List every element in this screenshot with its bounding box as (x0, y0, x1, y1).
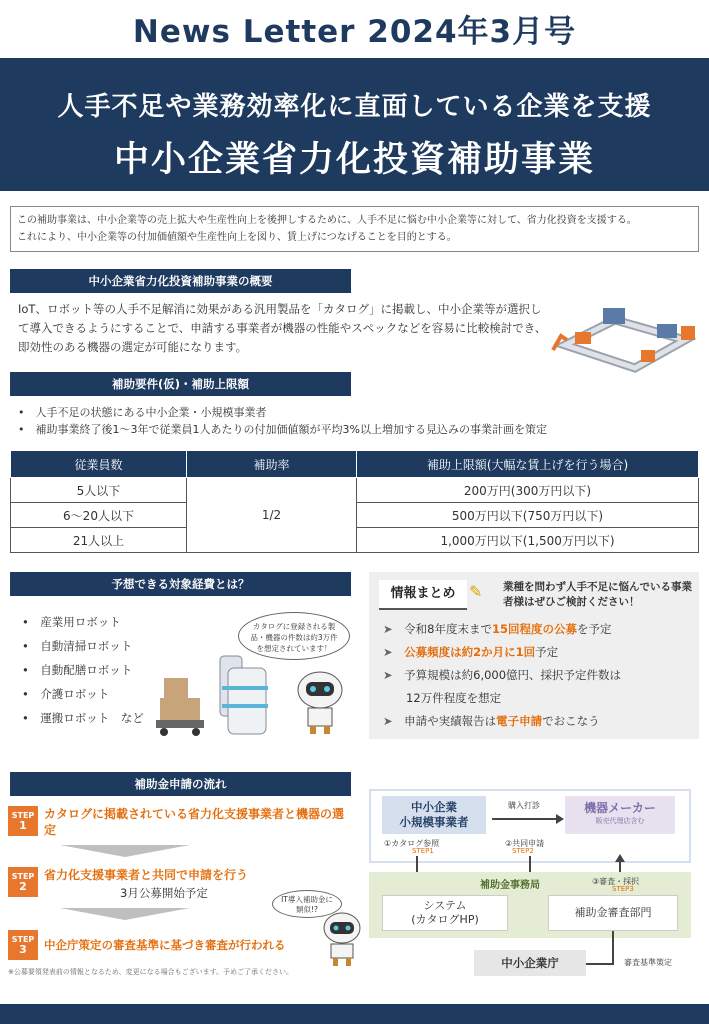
summary-item: ➤ 申請や実績報告は電子申請でおこなう (383, 714, 600, 728)
summary-item: ➤ 令和8年度末まで15回程度の公募を予定 (383, 622, 612, 636)
right-arrow-icon (492, 818, 558, 820)
agency-box: 中小企業庁 (474, 950, 586, 976)
office-label: 補助金事務局 (480, 880, 540, 891)
system-box: システム (カタログHP) (382, 895, 508, 931)
overview-heading: 中小企業省力化投資補助事業の概要 (10, 269, 351, 293)
summary-box (369, 572, 699, 739)
hero-subtitle: 人手不足や業務効率化に直面している企業を支援 (57, 92, 652, 122)
newsletter-title: News Letter 2024年3月号 (132, 14, 577, 50)
list-item: • 人手不足の状態にある中小企業・小規模事業者 (18, 406, 267, 419)
subsidy-table (10, 450, 699, 553)
edge-step-label: STEP1 (412, 847, 434, 855)
pencil-icon: ✎ (469, 582, 483, 601)
overview-text: IoT、ロボット等の人手不足解消に効果がある汎用製品を「カタログ」に掲載し、中小企業等が選択して導入できるようにすることで、申請する事業者が機器の性能やスペックなどを容易に比較検討でき、即効性のある機器の選定が可能になります。 (18, 302, 547, 354)
limit-cell: 200万円(300万円以下) (357, 478, 699, 503)
conveyor-illustration (545, 290, 705, 385)
list-item: • 自動配膳ロボット (22, 663, 133, 677)
table-header: 従業員数 (11, 451, 187, 478)
hero-title: 中小企業省力化投資補助事業 (113, 140, 595, 180)
edge-label: ②共同申請 (505, 839, 545, 848)
limit-cell: 1,000万円以下(1,500万円以下) (357, 528, 699, 553)
list-item: • 産業用ロボット (22, 615, 121, 629)
robots-illustration (150, 650, 360, 740)
step-badge: STEP 2 (8, 867, 38, 897)
edge-label: ③審査・採択 (592, 877, 640, 886)
step-badge: STEP 1 (8, 806, 38, 836)
step-2-subtext: 3月公募開始予定 (120, 886, 208, 900)
list-item: • 運搬ロボット など (22, 711, 144, 725)
robot-speech-bubble: IT導入補助金に類似!? (272, 890, 342, 918)
step-1-text: カタログに掲載されている省力化支援事業者と機器の選定 (44, 807, 345, 837)
list-item: • 自動清掃ロボット (22, 639, 133, 653)
sme-box: 中小企業 小規模事業者 (382, 796, 486, 834)
summary-callout: 業種を問わず人手不足に悩んでいる事業者様はぜひご検討ください！ (503, 581, 692, 608)
summary-title: 情報まとめ (379, 580, 467, 610)
footer-bar (0, 1004, 709, 1024)
step-2-text: 省力化支援事業者と共同で申請を行う (44, 868, 249, 882)
footnote: ※公募要領発表前の情報となるため、変更になる場合もございます。予めご了承ください。 (8, 968, 294, 976)
intro-box (10, 206, 699, 252)
down-chevron-icon (60, 908, 190, 920)
step-badge: STEP 3 (8, 930, 38, 960)
speech-bubble: カタログに登録される製品・機器の件数は約3万件を想定されています！ (238, 612, 350, 660)
step-3-text: 中企庁策定の審査基準に基づき審査が行われる (44, 938, 286, 952)
edge-label: ①カタログ参照 (384, 839, 440, 848)
table-header: 補助上限額(大幅な賃上げを行う場合) (357, 451, 699, 478)
employees-cell: 6～20人以下 (11, 503, 187, 528)
requirements-bullets (18, 404, 698, 438)
intro-line: この補助事業は、中小企業等の売上拡大や生産性向上を後押しするために、人手不足に悩む中小企業等に対して、省力化投資を支援する。 (17, 215, 637, 226)
table-header: 補助率 (187, 451, 357, 478)
connector-line (586, 963, 614, 965)
list-item: • 介護ロボット (22, 687, 110, 701)
requirements-heading: 補助要件(仮)・補助上限額 (10, 372, 351, 396)
maker-box: 機器メーカー 販売代理店含む (565, 796, 675, 834)
edge-step-label: STEP2 (512, 847, 534, 855)
connector-line (612, 931, 614, 963)
table-row (11, 478, 699, 503)
purchase-label: 購入打診 (508, 801, 540, 810)
criteria-label: 審査基準策定 (624, 958, 672, 967)
intro-line: これにより、中小企業等の付加価値額や生産性向上を図り、賃上げにつなげることを目的とする。 (17, 232, 457, 243)
employees-cell: 21人以上 (11, 528, 187, 553)
arrowhead-icon (615, 854, 625, 862)
summary-item: ➤ 公募頻度は約2か月に1回予定 (383, 645, 559, 659)
arrowhead-icon (556, 814, 564, 824)
hero-banner (0, 58, 709, 191)
summary-item: ➤ 予算規模は約6,000億円、採択予定件数は 12万件程度を想定 (383, 668, 622, 705)
rate-cell: 1/2 (187, 478, 357, 553)
down-chevron-icon (60, 845, 190, 857)
expenses-heading: 予想できる対象経費とは？ (10, 572, 351, 596)
list-item: • 補助事業終了後1～3年で従業員1人あたりの付加価値額が平均3%以上増加する見込みの事業計画を策定 (18, 423, 547, 436)
robot-illustration (318, 910, 366, 968)
employees-cell: 5人以下 (11, 478, 187, 503)
edge-step-label: STEP3 (612, 885, 634, 893)
flow-heading: 補助金申請の流れ (10, 772, 351, 796)
limit-cell: 500万円以下(750万円以下) (357, 503, 699, 528)
review-box: 補助金審査部門 (548, 895, 678, 931)
